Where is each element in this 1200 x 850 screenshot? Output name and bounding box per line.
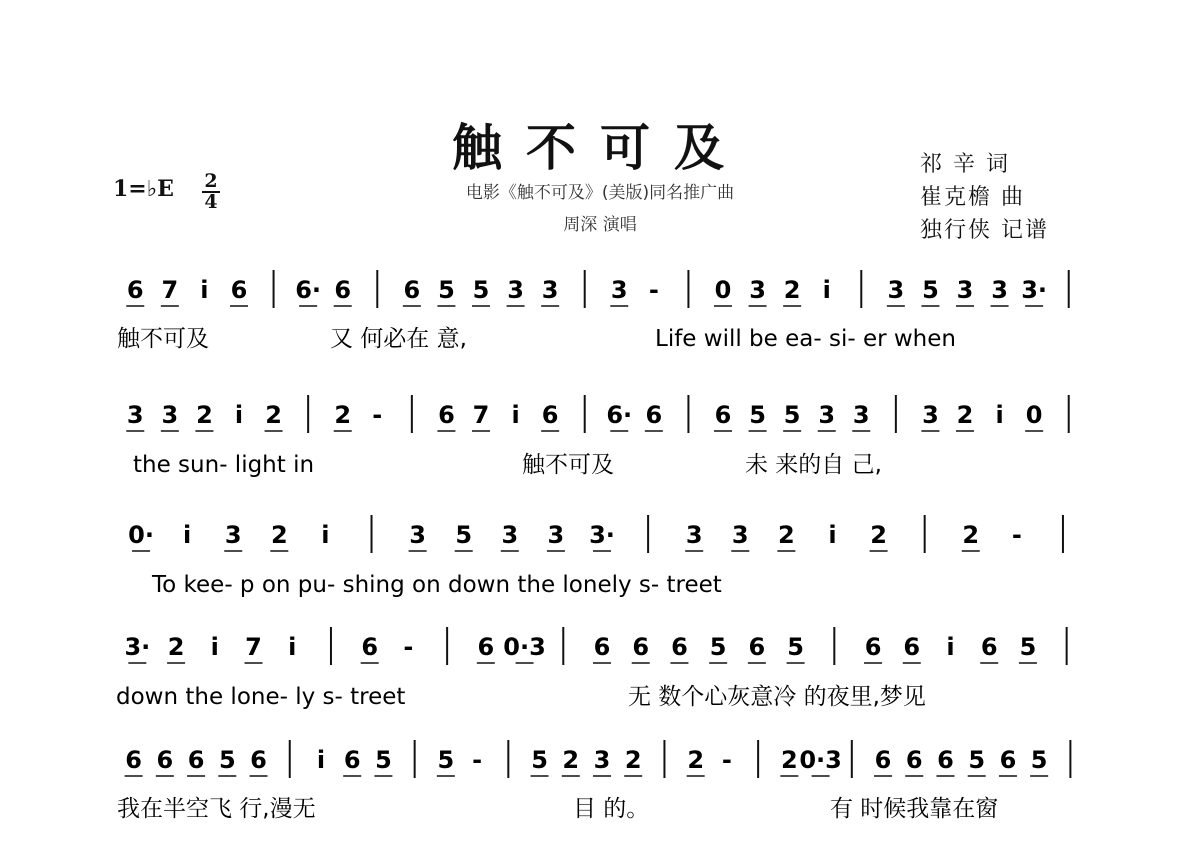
note: 7 <box>161 276 179 304</box>
note: 6 <box>980 633 998 661</box>
note: 6 <box>937 746 954 774</box>
note: i <box>210 633 219 661</box>
note: 6 <box>714 401 732 429</box>
note: 6 <box>250 746 267 774</box>
note: 3· <box>124 633 151 661</box>
note: 6 <box>999 746 1017 774</box>
note: 2 <box>167 633 185 661</box>
note: 6 <box>187 746 205 774</box>
note: 6 <box>438 401 455 429</box>
note: 5 <box>787 633 804 661</box>
note: 0·3 <box>503 633 546 661</box>
lyric-line: 又 何必在 意, <box>330 326 467 352</box>
lyric-line: 有 时候我靠在窗 <box>830 796 999 822</box>
note: 2 <box>334 401 352 429</box>
note: 3 <box>887 276 905 304</box>
note: 0·3 <box>799 746 842 774</box>
note: i <box>995 401 1004 429</box>
note: 6 <box>156 746 174 774</box>
note: i <box>822 276 831 304</box>
note: 3 <box>610 276 628 304</box>
note: 2 <box>196 401 213 429</box>
note: 6 <box>343 746 361 774</box>
note: 6 <box>645 401 663 429</box>
note: 2 <box>962 521 980 549</box>
note: i <box>511 401 520 429</box>
note: 3 <box>541 276 559 304</box>
note: i <box>200 276 209 304</box>
note: 3 <box>852 401 870 429</box>
singer-credit: 周深 演唱 <box>563 215 637 235</box>
lyric-line: Life will be ea- si- er when <box>655 326 956 352</box>
note: 3 <box>547 521 565 549</box>
meter-bottom: 4 <box>204 191 218 213</box>
note: 3 <box>409 521 426 549</box>
song-title: 触不可及 <box>452 118 748 177</box>
note: 2 <box>624 746 642 774</box>
note: 2 <box>562 746 580 774</box>
lyric-line: 触不可及 <box>117 326 209 352</box>
note: 2 <box>265 401 282 429</box>
note: i <box>828 521 837 549</box>
note: - <box>403 633 414 661</box>
note: 6 <box>671 633 688 661</box>
note: 3 <box>956 276 974 304</box>
key-signature: 1=♭E <box>113 176 174 202</box>
note: 0 <box>714 276 732 304</box>
note: 5 <box>218 746 236 774</box>
note: - <box>1011 521 1022 549</box>
note: i <box>288 633 297 661</box>
note: i <box>946 633 955 661</box>
note: 7 <box>472 401 490 429</box>
lyric-line: the sun- light in <box>133 452 315 478</box>
note: 2 <box>956 401 974 429</box>
note: 3 <box>224 521 242 549</box>
note: 5 <box>922 276 939 304</box>
note: 3 <box>731 521 749 549</box>
note: - <box>648 276 659 304</box>
lyric-line: 目 的。 <box>573 796 650 822</box>
note: 5 <box>783 401 801 429</box>
note: 2 <box>781 746 798 774</box>
note: 5 <box>1019 633 1037 661</box>
lyric-line: 无 数个心灰意冷 的夜里,梦见 <box>628 684 926 710</box>
note: 6 <box>125 746 142 774</box>
note: 6 <box>593 633 611 661</box>
note: 2 <box>778 521 795 549</box>
note: 2 <box>870 521 887 549</box>
transcriber-credit: 独行侠 记谱 <box>920 218 1049 243</box>
note: - <box>372 401 383 429</box>
note: 6 <box>874 746 892 774</box>
note: 5 <box>531 746 548 774</box>
note: 6 <box>230 276 248 304</box>
note: 6 <box>126 276 144 304</box>
note: 2 <box>783 276 801 304</box>
note: 3 <box>501 521 519 549</box>
note: i <box>316 746 326 774</box>
note: 6 <box>632 633 650 661</box>
note: 6 <box>403 276 421 304</box>
note: 3 <box>818 401 836 429</box>
lyric-line: To kee- p on pu- shing on down the lonely s- treet <box>152 572 722 598</box>
lyricist-credit: 祁 辛 词 <box>920 152 1010 177</box>
note: i <box>321 521 330 549</box>
note: 6 <box>541 401 559 429</box>
note: 5 <box>472 276 490 304</box>
note: 5 <box>709 633 727 661</box>
note: 6· <box>606 401 633 429</box>
meter-top: 2 <box>204 170 218 192</box>
note: 5 <box>438 276 455 304</box>
note: 5 <box>455 521 473 549</box>
note: 3 <box>161 401 179 429</box>
note: 5 <box>1030 746 1048 774</box>
note: 3 <box>991 276 1008 304</box>
note: 5 <box>749 401 766 429</box>
note: 3 <box>685 521 703 549</box>
lyric-line: down the lone- ly s- treet <box>116 684 406 710</box>
note: 6· <box>295 276 322 304</box>
note: 5 <box>437 746 455 774</box>
subtitle: 电影《触不可及》(美版)同名推广曲 <box>465 183 735 203</box>
note: 5 <box>968 746 986 774</box>
note: 0 <box>1025 401 1043 429</box>
note: 7 <box>245 633 262 661</box>
note: 3 <box>593 746 611 774</box>
note: 3 <box>749 276 766 304</box>
note: 6 <box>903 633 921 661</box>
note: 0· <box>128 521 154 549</box>
note: 5 <box>375 746 392 774</box>
note: 2 <box>687 746 705 774</box>
note: 6 <box>334 276 352 304</box>
note: 3· <box>589 521 615 549</box>
note: 6 <box>361 633 379 661</box>
note: 3· <box>1021 276 1048 304</box>
note: 3 <box>922 401 939 429</box>
composer-credit: 崔克檐 曲 <box>920 185 1025 210</box>
lyric-line: 我在半空飞 行,漫无 <box>117 796 316 822</box>
note: 6 <box>748 633 766 661</box>
note: i <box>234 401 244 429</box>
note: 6 <box>864 633 882 661</box>
note: 3 <box>126 401 144 429</box>
note: 6 <box>477 633 495 661</box>
note: 2 <box>270 521 288 549</box>
note: 3 <box>507 276 524 304</box>
lyric-line: 未 来的自 己, <box>745 452 882 478</box>
note: - <box>721 746 732 774</box>
lyric-line: 触不可及 <box>522 452 614 478</box>
note: i <box>183 521 192 549</box>
note: - <box>472 746 483 774</box>
note: 6 <box>905 746 923 774</box>
